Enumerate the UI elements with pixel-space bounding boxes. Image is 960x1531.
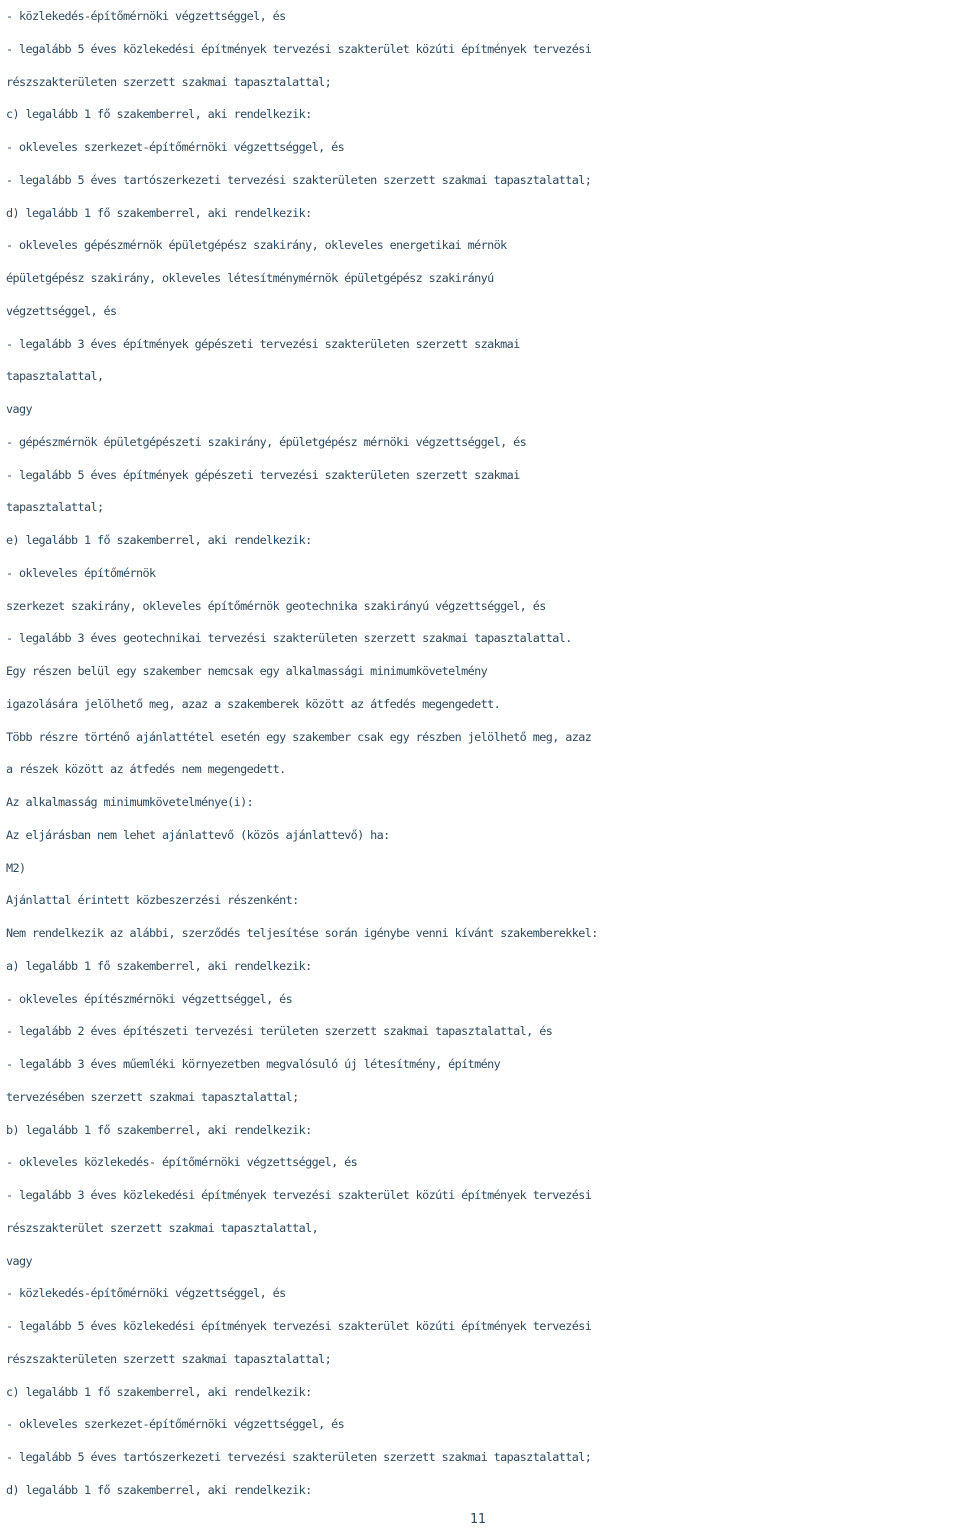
text-line: b) legalább 1 fő szakemberrel, aki rendelkezik:: [6, 1122, 312, 1137]
text-line: igazolására jelölhető meg, azaz a szakemberek között az átfedés megengedett.: [6, 696, 501, 711]
text-line: d) legalább 1 fő szakemberrel, aki rendelkezik:: [6, 205, 312, 220]
text-line: - okleveles szerkezet-építőmérnöki végzettséggel, és: [6, 1417, 345, 1432]
text-line: - legalább 3 éves műemléki környezetben megvalósuló új létesítmény, építmény: [6, 1057, 501, 1071]
text-line: tervezésében szerzett szakmai tapasztalattal;: [6, 1089, 299, 1104]
text-line: részszakterületen szerzett szakmai tapasztalattal;: [6, 74, 332, 89]
text-line: Egy részen belül egy szakember nemcsak egy alkalmassági minimumkövetelmény: [6, 664, 488, 678]
text-line: - legalább 5 éves tartószerkezeti tervezési szakterületen szerzett szakmai tapasztalattal;: [6, 1450, 592, 1464]
text-line: c) legalább 1 fő szakemberrel, aki rendelkezik:: [6, 107, 312, 122]
text-line: Ajánlattal érintett közbeszerzési részenként:: [6, 893, 299, 908]
text-line: - legalább 3 éves közlekedési építmények tervezési szakterület közúti építmények tervezési: [6, 1188, 592, 1202]
text-line: Több részre történő ajánlattétel esetén egy szakember csak egy részben jelölhető meg, azaz: [6, 729, 592, 744]
text-line: - legalább 3 éves építmények gépészeti tervezési szakterületen szerzett szakmai: [6, 336, 520, 351]
text-line: a részek között az átfedés nem megengedett.: [6, 762, 286, 777]
text-line: Az eljárásban nem lehet ajánlattevő (közös ajánlattevő) ha:: [6, 827, 390, 842]
text-line: - okleveles építészmérnöki végzettséggel, és: [6, 991, 293, 1006]
document-body: [6, 0, 960, 1507]
text-line: - gépészmérnök épületgépészeti szakirány, épületgépész mérnöki végzettséggel, és: [6, 434, 527, 449]
text-line: - közlekedés-építőmérnöki végzettséggel, és: [6, 1286, 286, 1301]
text-line: vagy: [6, 402, 33, 416]
text-line: részszakterület szerzett szakmai tapasztalattal,: [6, 1220, 319, 1235]
text-line: vagy: [6, 1253, 33, 1268]
text-line: e) legalább 1 fő szakemberrel, aki rendelkezik:: [6, 533, 312, 547]
text-line: - legalább 5 éves közlekedési építmények tervezési szakterület közúti építmények tervezési: [6, 1319, 592, 1333]
text-line: a) legalább 1 fő szakemberrel, aki rendelkezik:: [6, 958, 312, 973]
text-line: végzettséggel, és: [6, 303, 117, 318]
text-line: - legalább 2 éves építészeti tervezési területen szerzett szakmai tapasztalattal, és: [6, 1024, 553, 1039]
text-line: - legalább 5 éves építmények gépészeti tervezési szakterületen szerzett szakmai: [6, 467, 520, 482]
text-line: - legalább 3 éves geotechnikai tervezési szakterületen szerzett szakmai tapasztalattal.: [6, 631, 572, 646]
text-line: tapasztalattal,: [6, 369, 104, 384]
text-line: c) legalább 1 fő szakemberrel, aki rendelkezik:: [6, 1384, 312, 1399]
text-line: részszakterületen szerzett szakmai tapasztalattal;: [6, 1351, 332, 1366]
text-line: - legalább 5 éves közlekedési építmények tervezési szakterület közúti építmények tervezési: [6, 41, 592, 56]
text-line: épületgépész szakirány, okleveles létesítménymérnök épületgépész szakirányú: [6, 271, 494, 285]
text-line: - okleveles építőmérnök: [6, 565, 156, 580]
text-line: - okleveles közlekedés- építőmérnöki végzettséggel, és: [6, 1155, 358, 1170]
text-line: - közlekedés-építőmérnöki végzettséggel, és: [6, 9, 286, 23]
page-number: 11: [470, 1512, 486, 1527]
text-line: tapasztalattal;: [6, 500, 104, 515]
text-line: d) legalább 1 fő szakemberrel, aki rendelkezik:: [6, 1482, 312, 1497]
text-line: Nem rendelkezik az alábbi, szerződés teljesítése során igénybe venni kívánt szakemberekkel:: [6, 926, 598, 940]
text-line: M2): [6, 860, 26, 875]
text-line: - okleveles gépészmérnök épületgépész szakirány, okleveles energetikai mérnök: [6, 238, 507, 253]
text-line: Az alkalmasság minimumkövetelménye(i):: [6, 795, 254, 809]
text-line: szerkezet szakirány, okleveles építőmérnök geotechnika szakirányú végzettséggel, és: [6, 598, 546, 613]
text-line: - legalább 5 éves tartószerkezeti tervezési szakterületen szerzett szakmai tapasztalattal;: [6, 172, 592, 187]
text-line: - okleveles szerkezet-építőmérnöki végzettséggel, és: [6, 140, 345, 154]
